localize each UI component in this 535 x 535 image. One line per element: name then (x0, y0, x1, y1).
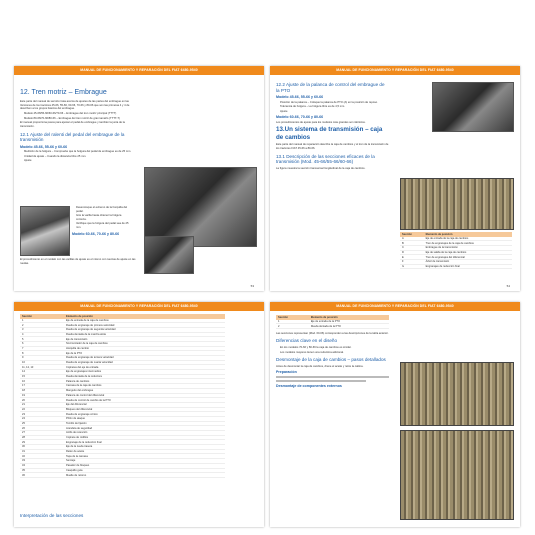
cell: 22 (20, 407, 64, 412)
cell: Eje de entrada de la caja de cambios (424, 237, 512, 241)
bullet: Medición de la holgura – Compruebe que la holgura del pedal de embrague es de 25 mm. (24, 150, 132, 154)
intro-text: Las secciones representan (Mod. 60-66) corresponden a las descripciones de la tabla anterior. (276, 331, 389, 335)
cell: 3 (20, 327, 64, 332)
step-title: Preparación (276, 370, 297, 375)
section-title: 13.Un sistema de transmisión – caja de cambios (276, 126, 383, 141)
cell: Retén de aceite (64, 449, 225, 454)
manual-note: El manual proporciona pasos para ajustar el pedal de embrague y también la junta de la transmisión. (20, 121, 125, 129)
left-column (276, 315, 389, 389)
parts-table (20, 314, 225, 478)
model-title: Modelo 45-66, 55-66 y 60-66 (276, 95, 324, 99)
cell: 15 (20, 374, 64, 379)
cell: Eje de engranajes intermedios (64, 370, 225, 375)
manual-page-54 (270, 66, 520, 291)
manual-page-56 (270, 302, 520, 527)
cell: Tren de engranajes del diferencial (424, 255, 512, 260)
cell: Rueda de control de cambio de la PTO (64, 398, 225, 403)
gearbox-cross-section (400, 178, 514, 230)
cell: D (400, 250, 424, 255)
cell: Muelle de retorno (64, 473, 225, 478)
cell: 23 (20, 412, 64, 417)
cell: 26 (20, 426, 64, 431)
cell: Engranaje de la reducción final (64, 440, 225, 445)
cell: 7 (20, 346, 64, 351)
cell: 6 (20, 341, 64, 346)
cell: Engranajes de reducción final (424, 264, 512, 269)
intro-text: Este parte del manual de servicio trata acerca de ajustes de las partes del embrague en las Versiones de los tractores 45-66, 55-66, 60-66, 70-66 y 80-66 que son las primeras 4 y 4 de describen a los grupos básicos del embrague. (20, 100, 130, 111)
table-header: Elemento de posición (424, 232, 512, 237)
cell: Rueda de engranaje de segunda velocidad (64, 327, 225, 332)
cell: 20 (20, 398, 64, 403)
sub-bullets (72, 206, 132, 237)
cell: Eje de salida de la caja de cambios (424, 250, 512, 255)
cell: Tornillo de fijación (64, 421, 225, 426)
section-title: 12. Tren motriz – Embrague (20, 89, 107, 96)
page-header: MANUAL DE FUNCIONAMIENTO Y REPARACIÓN DEL FIAT 6480-9540 (14, 302, 264, 311)
cell: 33 (20, 459, 64, 464)
cell: 25 (20, 421, 64, 426)
cell: Tren de engranajes de la caja de cambios (424, 241, 512, 246)
cell: G (400, 264, 424, 269)
cell: E (400, 255, 424, 260)
cell: 16 (20, 379, 64, 384)
closing-block (20, 258, 138, 267)
cell: Rueda de engranaje cónico (64, 412, 225, 417)
table-row (400, 264, 512, 269)
cell: Eje de la PTO (64, 351, 225, 356)
bullet: Posición de la palanca – Coloque la palanca de PTO (A) en la posición de reposo. (280, 100, 378, 104)
cell: Arandela de seguridad (64, 426, 225, 431)
model-title: Modelo 45-66, 55-66 y 60-66 (20, 144, 68, 149)
cell: Palanca de cambios (64, 379, 225, 384)
text-line (276, 376, 389, 378)
sub-bullet: Verifique que la holgura del pedal sea de 25 mm. (76, 222, 129, 229)
text-line (276, 380, 366, 382)
parts-table (400, 232, 512, 269)
manual-page-53 (14, 66, 264, 291)
list-item: Modelo 45-66/55-66/60-66/70-66 – Embrague del tren motriz principal (TTTT) (24, 112, 117, 116)
cell: 27 (20, 431, 64, 436)
cell: Eje de la rueda trasera (64, 445, 225, 450)
cell: F (400, 259, 424, 264)
cell: 18 (20, 388, 64, 393)
cell: 32 (20, 454, 64, 459)
steps-intro: Antes de desmontar la caja de cambios, drene el aceite y retire la cabina. (276, 364, 364, 368)
cell: 34 (20, 463, 64, 468)
subsection-title: 12.1 Ajuste del ralenti del pedal del embrague de la transmisión (20, 131, 125, 143)
table-header: Sección (20, 314, 64, 319)
bullet: Los modelos mayores tienen una reductora adicional. (280, 350, 344, 354)
cell: Eje de entrada de la PTO (309, 320, 389, 324)
list-item: Modelo 80-66/70-66/80-66 – Embrague del tren motriz de gran tamaño (TTTT-T) (24, 116, 120, 120)
table-header: Sección (400, 232, 424, 237)
bullet: En los modelos 70-66 y 80-66 la caja de cambios es similar. (280, 345, 352, 349)
cell: Sincronizador de la caja de cambios (64, 341, 225, 346)
cell: 36 (20, 473, 64, 478)
cell: 11, 12, 13 (20, 365, 64, 370)
cell: 1 (20, 319, 64, 323)
model2-title: Modelo 60-66, 70-66 y 80-66 (276, 115, 324, 120)
cell: 19 (20, 393, 64, 398)
parts-table (276, 315, 389, 329)
cell: 1 (276, 320, 309, 324)
parts-list (20, 314, 225, 478)
cell: 14 (20, 370, 64, 375)
cell: 9 (20, 356, 64, 361)
cell: 24 (20, 416, 64, 421)
cell: Eje del diferencial (64, 402, 225, 407)
diff-title: Diferencias clave en el diseño (276, 338, 338, 344)
cell: Eje de entrada de la caja de cambios (64, 319, 225, 323)
cell: 2 (276, 324, 309, 329)
table-header: Elemento de posición (64, 314, 225, 319)
cell: 31 (20, 449, 64, 454)
cell: 8 (20, 351, 64, 356)
cell: Manguito del embrague (64, 388, 225, 393)
cell: 2 (20, 323, 64, 328)
cell: 21 (20, 402, 64, 407)
cell: Rueda de engranaje de tercera velocidad (64, 356, 225, 361)
table-row (20, 473, 225, 478)
cell: A (400, 237, 424, 241)
closing-text: El procedimiento en el modelo con las varillas de ajuste es el mismo con tuercas de ajuste en las ruedas. (20, 258, 136, 265)
page-number: 54 (506, 284, 510, 288)
step-title: Desmontaje de componentes externos (276, 383, 342, 388)
table-row (276, 324, 389, 329)
gearbox-diagram-1 (400, 362, 514, 426)
figure-note: La figura muestra la sección transversal longitudinal de la caja de cambios. (276, 166, 366, 170)
cell: Eje de transmisión (64, 337, 225, 342)
left-column (276, 79, 389, 172)
closing-text: Los procedimientos de ajuste para los modelos más grandes son idénticos. (276, 120, 366, 124)
clutch-pedal-photo (144, 167, 257, 247)
pto-lever-photo (432, 82, 514, 132)
cell: Horquilla de cambio (64, 346, 225, 351)
right-column (144, 79, 257, 247)
cell: Casquillo guía (64, 468, 225, 473)
table-header: Sección (276, 315, 309, 320)
cell: B (400, 241, 424, 246)
cell: Pasador de bloqueo (64, 463, 225, 468)
cell: Cojinete de rodillos (64, 435, 225, 440)
bullet: Unidad de ajuste – Cuando la distancia libre 25 mm. (24, 154, 87, 158)
linkage-photo (20, 206, 70, 256)
cell: Bloqueo del diferencial (64, 407, 225, 412)
cell: Rueda de engranaje de primera velocidad (64, 323, 225, 328)
intro-text: Este parte del manual de reparación describe la caja de cambios y el tren de la transmisión de los tractores FIAT 45-66 a 80-66. (276, 143, 389, 150)
model2-title: Modelo 60-66, 70-66 y 80-66 (72, 231, 120, 236)
cell: 10 (20, 360, 64, 365)
cell: Rueda dentada de la reductora (64, 374, 225, 379)
bullet: Tolerancia de holgura – La holgura libre es de 4,5 mm. (280, 105, 345, 109)
gearbox-diagram-2 (400, 430, 514, 520)
cell: Tapa de la carcasa (64, 454, 225, 459)
cell: Palanca de control del diferencial (64, 393, 225, 398)
cell: 35 (20, 468, 64, 473)
cell: Semieje (64, 459, 225, 464)
cell: Rueda dentada de la PTO (309, 324, 389, 329)
section-title: Desmontaje de la caja de cambios – pasos detallados (276, 357, 386, 363)
page-header: MANUAL DE FUNCIONAMIENTO Y REPARACIÓN DEL FIAT 6480-9540 (270, 66, 520, 75)
cell: 29 (20, 440, 64, 445)
cell: Piñón de ataque (64, 416, 225, 421)
page-header: MANUAL DE FUNCIONAMIENTO Y REPARACIÓN DEL FIAT 6480-9540 (14, 66, 264, 75)
cell: Rueda dentada de la marcha atrás (64, 332, 225, 337)
cell: Cojinetes del eje de entrada (64, 365, 225, 370)
cell: Rueda de engranaje de cuarta velocidad (64, 360, 225, 365)
bullet: Ajuste (24, 159, 32, 163)
footer-title: Interpretación de las secciones (20, 513, 84, 518)
cell: 17 (20, 384, 64, 389)
subsection-title: 12.2 Ajuste de la palanca de control del embrague de la PTO (276, 82, 385, 93)
adjuster-photo (144, 236, 194, 274)
cell: Árbol de transmisión (424, 259, 512, 264)
sub-bullet: Gire la varilla hasta obtener la holgura correcta. (76, 214, 122, 221)
subsection-title-2: 13.1 Descripción de las secciones eficaces de la transmisión (Mod. 45-66/55-66/60-66) (276, 153, 375, 165)
sub-bullet: Desenrosque el extremo de la horquilla del pedal. (76, 206, 128, 213)
cell: 5 (20, 337, 64, 342)
left-column (20, 79, 133, 164)
cell: Anillo de retención (64, 431, 225, 436)
bullet: Ajuste (280, 109, 288, 113)
cell: 4 (20, 332, 64, 337)
cell: 28 (20, 435, 64, 440)
table-header: Elemento de posición (309, 315, 389, 320)
parts-table-block (400, 232, 512, 269)
cell: Carcasa de la caja de cambios (64, 384, 225, 389)
page-header: MANUAL DE FUNCIONAMIENTO Y REPARACIÓN DEL FIAT 6480-9540 (270, 302, 520, 311)
manual-page-55 (14, 302, 264, 527)
cell: 30 (20, 445, 64, 450)
page-number: 53 (250, 284, 254, 288)
cell: Embrague de la transmisión (424, 245, 512, 250)
cell: C (400, 245, 424, 250)
